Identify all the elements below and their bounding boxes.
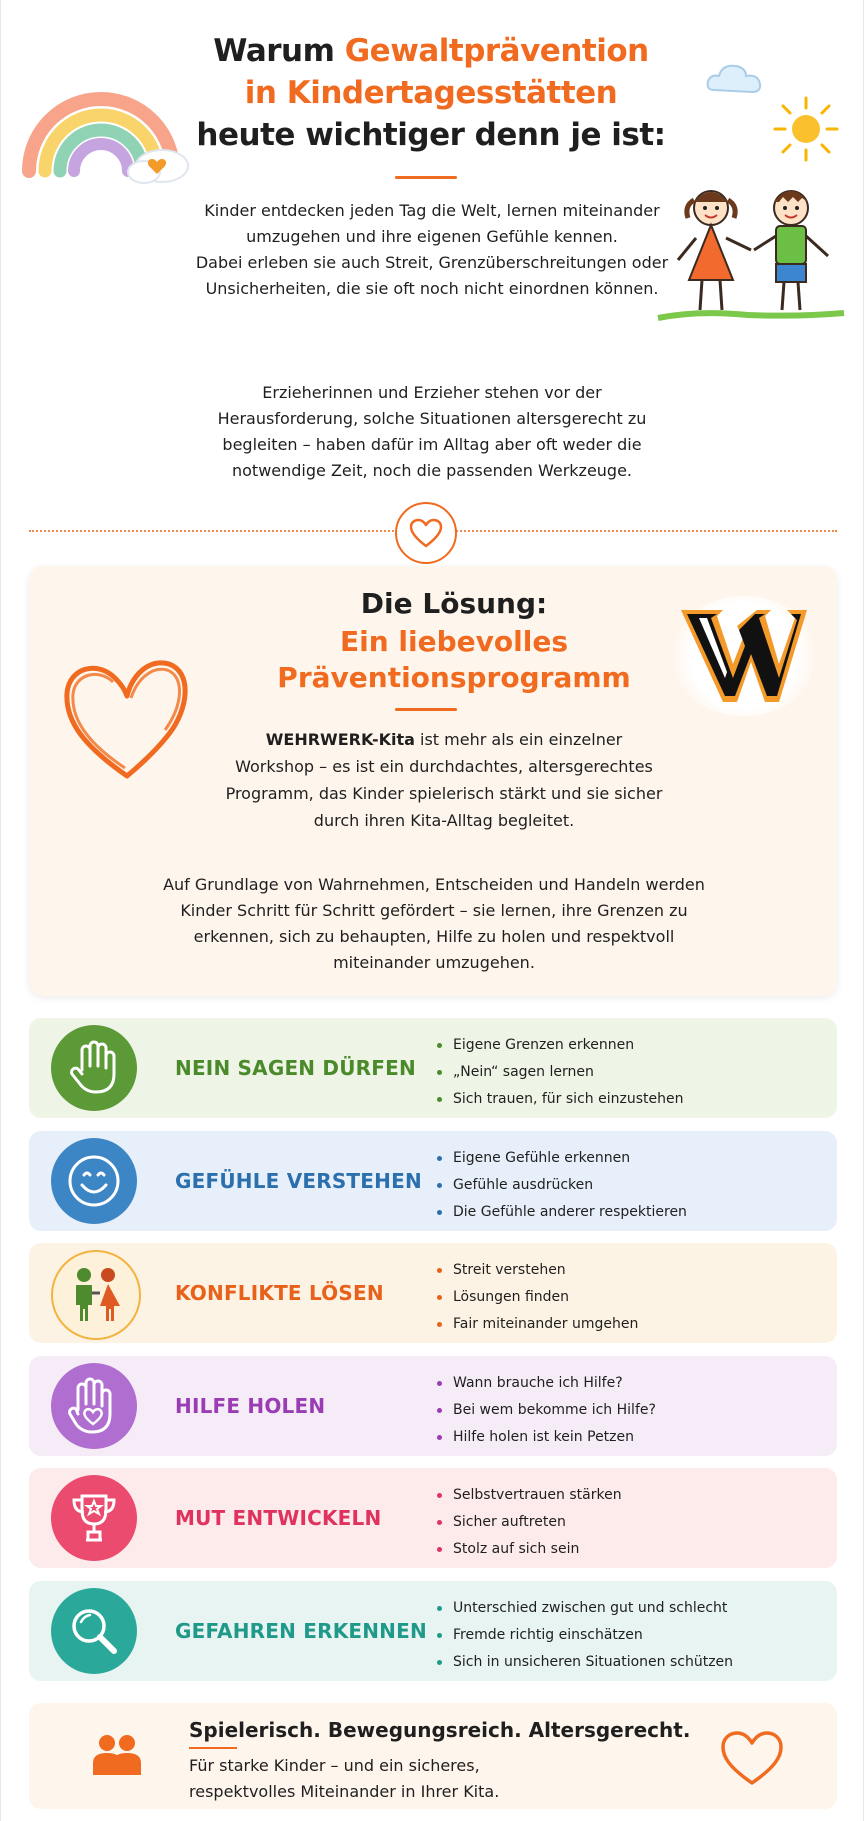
title-accent-line2: in Kindertagesstätten (244, 75, 618, 111)
module-bullet-item: Streit verstehen (437, 1257, 638, 1284)
scribble-heart-icon (57, 648, 197, 788)
title-accent: Gewaltprävention (344, 33, 649, 69)
solution-title: Die Lösung: (360, 587, 548, 620)
module-card (29, 1468, 837, 1568)
brand-name: WEHRWERK-Kita (265, 730, 415, 749)
footer-underline (189, 1747, 237, 1749)
module-bullet-list (437, 1032, 683, 1113)
magnifier-icon (51, 1588, 137, 1674)
module-title: GEFÜHLE VERSTEHEN (175, 1169, 422, 1193)
module-bullet-item: Eigene Gefühle erkennen (437, 1145, 687, 1172)
module-card (29, 1131, 837, 1231)
module-bullet-item: Selbstvertrauen stärken (437, 1482, 622, 1509)
module-bullet-item: Fair miteinander umgehen (437, 1311, 638, 1338)
hand-heart-icon (51, 1363, 137, 1449)
module-bullet-list (437, 1370, 656, 1451)
w-logo-icon (679, 606, 809, 706)
module-bullet-item: Hilfe holen ist kein Petzen (437, 1424, 656, 1451)
solution-panel (29, 566, 837, 996)
module-title: NEIN SAGEN DÜRFEN (175, 1056, 416, 1080)
hand-stop-icon (51, 1025, 137, 1111)
module-bullet-item: „Nein“ sagen lernen (437, 1059, 683, 1086)
module-bullet-item: Sicher auftreten (437, 1509, 622, 1536)
module-title: GEFAHREN ERKENNEN (175, 1619, 427, 1643)
module-bullet-item: Gefühle ausdrücken (437, 1172, 687, 1199)
divider-heart-badge (395, 502, 457, 564)
footer-title: Spielerisch. Bewegungsreich. Altersgerecht. (189, 1718, 691, 1742)
module-bullet-item: Lösungen finden (437, 1284, 638, 1311)
trophy-icon (51, 1475, 137, 1561)
solution-paragraph-2: Auf Grundlage von Wahrnehmen, Entscheiden und Handeln werden Kinder Schritt für Schritt gefördert – sie lernen, ihre Grenzen zu erkennen, sich zu behaupten, Hilfe zu holen und respektvoll miteinander umzugehen. (163, 875, 705, 972)
module-bullet-item: Wann brauche ich Hilfe? (437, 1370, 656, 1397)
title-line3: heute wichtiger denn je ist: (196, 117, 666, 153)
module-bullet-item: Sich trauen, für sich einzustehen (437, 1086, 683, 1113)
module-bullet-item: Fremde richtig einschätzen (437, 1622, 733, 1649)
solution-subtitle: Ein liebevolles Präventionsprogramm (277, 625, 631, 694)
module-bullet-list (437, 1257, 638, 1338)
module-card (29, 1581, 837, 1681)
people-icon (91, 1733, 143, 1777)
footer-text: Für starke Kinder – und ein sicheres, respektvolles Miteinander in Ihrer Kita. (189, 1756, 500, 1801)
smiley-icon (51, 1138, 137, 1224)
module-bullet-item: Eigene Grenzen erkennen (437, 1032, 683, 1059)
solution-paragraph-1: WEHRWERK-Kita ist mehr als ein einzelner Workshop – es ist ein durchdachtes, altersgerechtes Programm, das Kinder spielerisch stärkt und sie sicher durch ihren Kita-Alltag begleitet. (225, 730, 663, 830)
children-holding-hands-illustration (656, 178, 846, 328)
module-title: HILFE HOLEN (175, 1394, 326, 1418)
footer-panel (29, 1703, 837, 1809)
module-bullet-item: Bei wem bekomme ich Hilfe? (437, 1397, 656, 1424)
title-underline (395, 176, 457, 179)
cloud-icon (704, 60, 772, 98)
module-bullet-item: Stolz auf sich sein (437, 1536, 622, 1563)
module-title: KONFLIKTE LÖSEN (175, 1281, 384, 1305)
module-card (29, 1243, 837, 1343)
heart-icon (409, 518, 443, 548)
module-bullet-item: Die Gefühle anderer respektieren (437, 1199, 687, 1226)
module-bullet-item: Sich in unsicheren Situationen schützen (437, 1649, 733, 1676)
module-bullet-item: Unterschied zwischen gut und schlecht (437, 1595, 733, 1622)
module-card (29, 1356, 837, 1456)
page-title: Warum Gewaltprävention in Kindertagesstätten heute wichtiger denn je ist: (181, 30, 681, 156)
sun-icon (771, 94, 841, 164)
wehrwerk-logo (669, 596, 819, 716)
module-card (29, 1018, 837, 1118)
module-title: MUT ENTWICKELN (175, 1506, 382, 1530)
module-bullet-list (437, 1595, 733, 1676)
intro-paragraph-2: Erzieherinnen und Erzieher stehen vor der Herausforderung, solche Situationen altersgerecht zu begleiten – haben dafür im Alltag aber oft weder die notwendige Zeit, noch die passenden Werkzeuge. (217, 383, 647, 480)
module-bullet-list (437, 1145, 687, 1226)
rainbow-icon (19, 66, 194, 186)
heart-outline-icon (719, 1729, 785, 1787)
solution-underline (395, 708, 457, 711)
children-icon (51, 1250, 141, 1340)
module-bullet-list (437, 1482, 622, 1563)
intro-paragraph-1: Kinder entdecken jeden Tag die Welt, lernen miteinander umzugehen und ihre eigenen Gefühle kennen. Dabei erleben sie auch Streit, Grenzüberschreitungen oder Unsicherheiten, die sie oft noch nicht einordnen können. (195, 201, 669, 298)
